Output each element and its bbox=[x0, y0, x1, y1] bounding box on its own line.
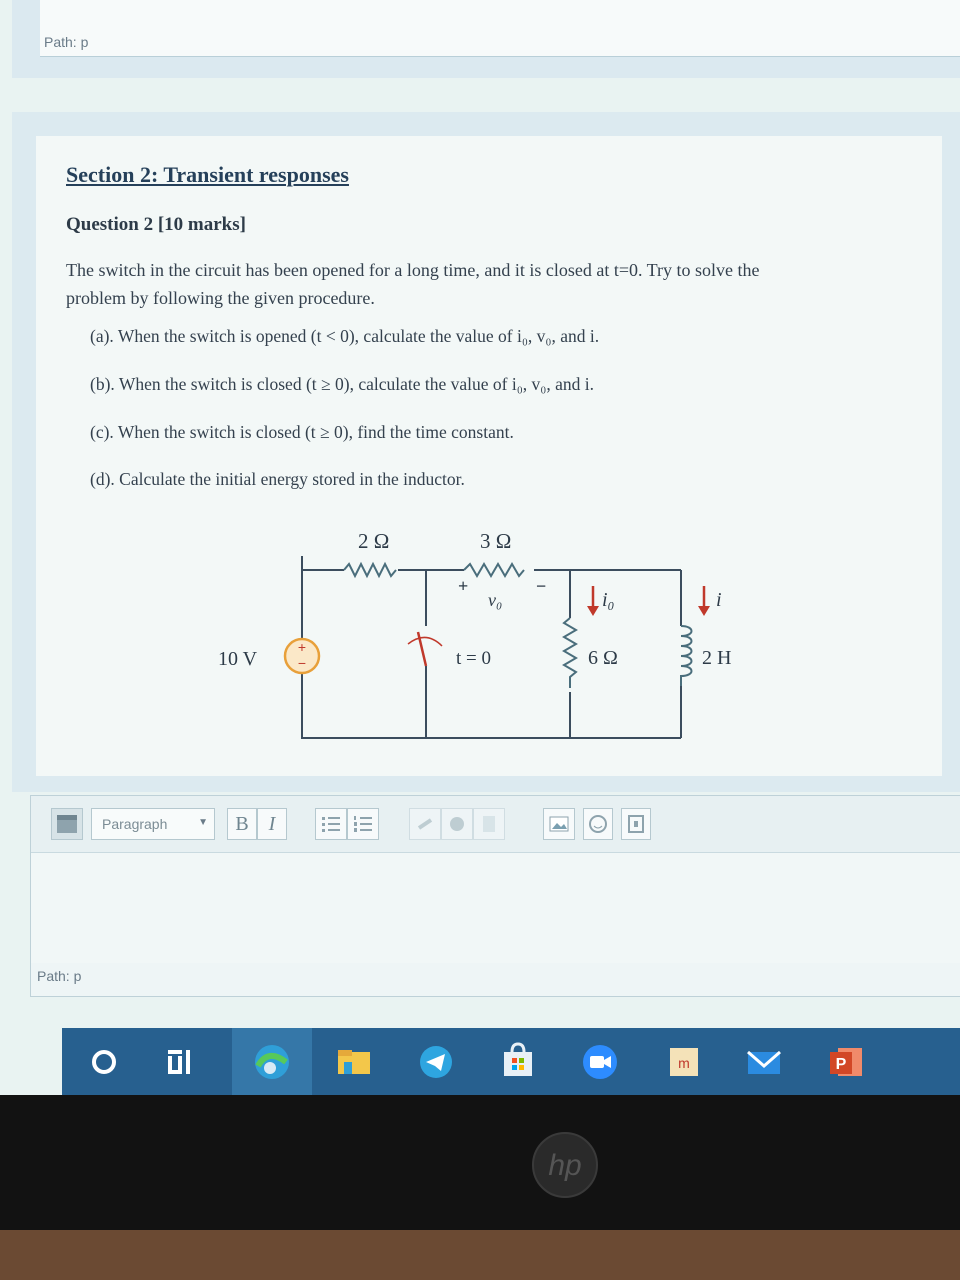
circuit-diagram bbox=[36, 136, 942, 776]
inductor-label: 2 H bbox=[702, 647, 732, 669]
task-view-icon[interactable] bbox=[158, 1040, 202, 1084]
question-item-a: (a). When the switch is opened (t < 0), calculate the value of i₀, v₀, and i. bbox=[90, 326, 600, 346]
bold-button[interactable]: B bbox=[227, 808, 257, 840]
edge-icon[interactable] bbox=[250, 1040, 294, 1084]
unordered-list-button[interactable] bbox=[315, 808, 347, 840]
app-icon[interactable] bbox=[662, 1040, 706, 1084]
intro-line-2: problem by following the given procedure. bbox=[66, 288, 375, 308]
path-label: Path: p bbox=[44, 34, 89, 50]
windows-taskbar bbox=[62, 1028, 960, 1095]
vo-minus-label: − bbox=[536, 576, 547, 596]
r3-label: 6 Ω bbox=[588, 647, 618, 669]
powerpoint-icon[interactable] bbox=[824, 1040, 868, 1084]
switch-arc bbox=[408, 637, 442, 646]
link-button[interactable] bbox=[409, 808, 441, 840]
editor-path-label: Path: p bbox=[37, 968, 82, 984]
insert-emoticon-button[interactable] bbox=[583, 808, 613, 840]
previous-editor-status-bar bbox=[40, 0, 960, 57]
question-item-d: (d). Calculate the initial energy stored in the inductor. bbox=[90, 469, 465, 489]
source-minus: − bbox=[297, 655, 307, 671]
i-arrow-head bbox=[698, 606, 710, 616]
store-icon[interactable] bbox=[496, 1040, 540, 1084]
question-title: Question 2 [10 marks] bbox=[66, 214, 246, 235]
svg-text:m: m bbox=[678, 1055, 690, 1071]
insert-file-button[interactable] bbox=[473, 808, 505, 840]
cortana-icon[interactable] bbox=[82, 1040, 126, 1084]
inductor-2-henry bbox=[681, 626, 692, 686]
laptop-bezel bbox=[0, 1095, 960, 1280]
bullet-list-icon bbox=[316, 809, 346, 839]
wire-left-top bbox=[302, 556, 344, 570]
file-icon bbox=[474, 809, 504, 839]
io-label: i₀ bbox=[602, 589, 615, 611]
media-icon bbox=[622, 809, 650, 839]
hp-logo-icon bbox=[530, 1130, 600, 1200]
answer-editor bbox=[30, 795, 960, 997]
ordered-list-button[interactable] bbox=[347, 808, 379, 840]
zoom-icon[interactable] bbox=[578, 1040, 622, 1084]
svg-text:P: P bbox=[835, 1056, 847, 1073]
question-item-c: (c). When the switch is closed (t ≥ 0), find the time constant. bbox=[90, 422, 514, 442]
numbered-list-icon bbox=[348, 809, 378, 839]
wire-bottom bbox=[302, 672, 681, 738]
toolbar-toggle-icon bbox=[52, 809, 82, 839]
question-item-b: (b). When the switch is closed (t ≥ 0), calculate the value of i₀, v₀, and i. bbox=[90, 374, 595, 394]
link-icon bbox=[410, 809, 440, 839]
previous-answer-editor bbox=[12, 0, 960, 78]
italic-button[interactable]: I bbox=[257, 808, 287, 840]
emoticon-icon bbox=[584, 809, 612, 839]
chevron-down-icon: ▼ bbox=[198, 817, 208, 828]
r2-label: 3 Ω bbox=[480, 529, 512, 553]
switch-time-label: t = 0 bbox=[456, 648, 491, 669]
svg-text:hp: hp bbox=[548, 1149, 582, 1182]
source-value-label: 10 V bbox=[218, 648, 258, 670]
section-title: Section 2: Transient responses bbox=[66, 162, 349, 187]
image-icon bbox=[544, 809, 574, 839]
mail-icon[interactable] bbox=[742, 1040, 786, 1084]
unlink-icon bbox=[442, 809, 472, 839]
insert-image-button[interactable] bbox=[543, 808, 575, 840]
r1-label: 2 Ω bbox=[358, 529, 390, 553]
vo-plus-label: + bbox=[458, 576, 469, 596]
insert-media-button[interactable] bbox=[621, 808, 651, 840]
question-content bbox=[36, 136, 942, 776]
desk-surface bbox=[0, 1230, 960, 1280]
resistor-2-ohm bbox=[344, 564, 396, 576]
intro-line-1: The switch in the circuit has been opened for a long time, and it is closed at t=0. Try to solve the bbox=[66, 260, 760, 280]
unlink-button[interactable] bbox=[441, 808, 473, 840]
paragraph-format-select[interactable] bbox=[91, 808, 215, 840]
toolbar-toggle-button[interactable] bbox=[51, 808, 83, 840]
vo-label: v₀ bbox=[488, 590, 503, 610]
resistor-6-ohm bbox=[564, 618, 576, 688]
editor-toolbar bbox=[31, 796, 960, 853]
telegram-icon[interactable] bbox=[414, 1040, 458, 1084]
source-plus: + bbox=[297, 639, 307, 655]
paragraph-select-label: Paragraph bbox=[102, 816, 168, 832]
io-arrow-head bbox=[587, 606, 599, 616]
question-card bbox=[12, 112, 960, 792]
file-explorer-icon[interactable] bbox=[332, 1040, 376, 1084]
answer-text-area[interactable] bbox=[31, 853, 960, 963]
resistor-3-ohm bbox=[464, 564, 524, 576]
i-label: i bbox=[716, 589, 722, 611]
